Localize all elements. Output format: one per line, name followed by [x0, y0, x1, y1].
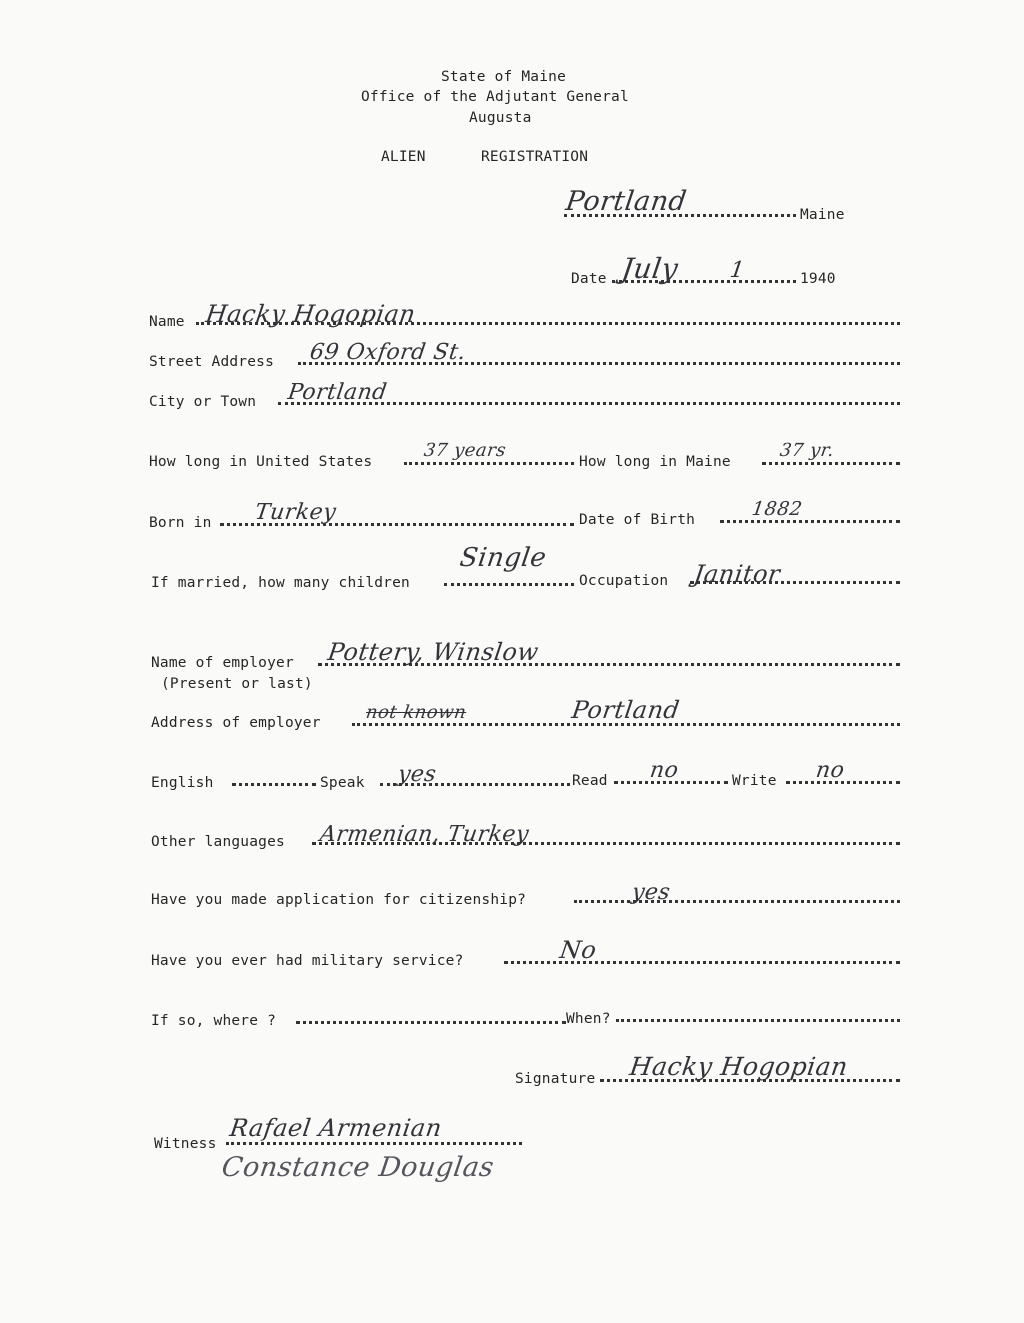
children-dots	[444, 583, 574, 586]
employer-value: Pottery, Winslow	[326, 638, 541, 666]
location-dots	[564, 214, 796, 217]
military-label: Have you ever had military service?	[151, 953, 464, 969]
city-label: City or Town	[149, 394, 257, 410]
me-long-label: How long in Maine	[579, 454, 731, 470]
date-month: July	[619, 252, 681, 285]
dob-value: 1882	[750, 498, 804, 520]
occupation-label: Occupation	[579, 573, 669, 589]
date-year: 1940	[800, 271, 836, 287]
other-lang-label: Other languages	[151, 834, 285, 850]
date-day: 1	[728, 258, 747, 283]
speak-value: yes	[396, 762, 439, 787]
signature-label: Signature	[515, 1071, 596, 1087]
children-value: Single	[457, 543, 549, 573]
emp-addr-label: Address of employer	[151, 715, 321, 731]
header-city: Augusta	[469, 110, 532, 126]
us-long-value: 37 years	[422, 440, 508, 461]
location-handwritten: Portland	[563, 186, 689, 217]
citizenship-dots	[574, 900, 900, 903]
where-label: If so, where ?	[151, 1013, 277, 1029]
english-label: English	[151, 775, 214, 791]
other-lang-value: Armenian, Turkey	[318, 822, 531, 847]
speak-label: Speak	[320, 775, 365, 791]
citizenship-value: yes	[630, 880, 673, 905]
witness-value-1: Rafael Armenian	[228, 1114, 444, 1142]
read-value: no	[648, 758, 681, 783]
signature-value: Hacky Hogopian	[627, 1052, 850, 1081]
when-label: When?	[566, 1011, 611, 1027]
date-label: Date	[571, 271, 607, 287]
header-office: Office of the Adjutant General	[361, 89, 629, 105]
me-long-value: 37 yr.	[778, 440, 836, 461]
employer-sublabel: (Present or last)	[161, 676, 313, 692]
me-long-dots	[762, 462, 900, 465]
street-label: Street Address	[149, 354, 275, 370]
witness-dots	[226, 1142, 522, 1145]
witness-value-2: Constance Douglas	[219, 1152, 497, 1183]
us-long-label: How long in United States	[149, 454, 373, 470]
name-label: Name	[149, 314, 185, 330]
citizenship-label: Have you made application for citizenship?	[151, 892, 527, 908]
write-dots	[786, 781, 900, 784]
when-dots	[616, 1019, 900, 1022]
emp-addr-struck: not known	[364, 702, 468, 723]
occupation-value: Janitor	[692, 560, 783, 588]
street-value: 69 Oxford St.	[308, 340, 468, 365]
dob-label: Date of Birth	[579, 512, 696, 528]
write-label: Write	[732, 773, 777, 789]
read-label: Read	[572, 773, 608, 789]
city-value: Portland	[286, 380, 389, 405]
name-value: Hacky Hogopian	[204, 300, 418, 328]
children-label: If married, how many children	[151, 575, 410, 591]
dob-dots	[720, 520, 900, 523]
born-label: Born in	[149, 515, 212, 531]
born-value: Turkey	[253, 500, 338, 525]
emp-addr-value: Portland	[570, 696, 682, 724]
military-value: No	[558, 936, 599, 964]
witness-label: Witness	[154, 1136, 217, 1152]
where-dots	[296, 1021, 566, 1024]
us-long-dots	[404, 462, 574, 465]
write-value: no	[814, 758, 847, 783]
english-dots	[232, 783, 316, 786]
header-registration: REGISTRATION	[481, 149, 589, 165]
employer-label: Name of employer	[151, 655, 294, 671]
header-state: State of Maine	[441, 69, 567, 85]
location-state: Maine	[800, 207, 845, 223]
header-alien: ALIEN	[381, 149, 426, 165]
